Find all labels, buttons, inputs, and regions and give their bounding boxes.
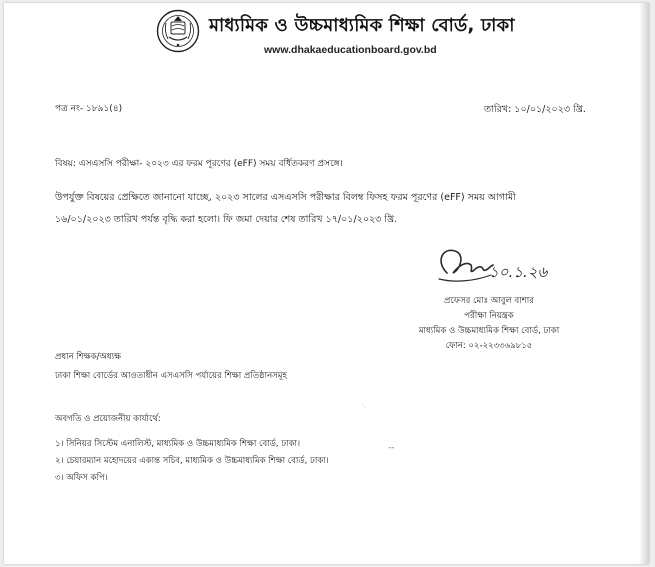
copy-to-heading: অবগতি ও প্রয়োজনীয় কার্যার্থে:: [55, 414, 161, 424]
subject-line: বিষয়: এসএসসি পরীক্ষা- ২০২৩ এর ফরম পূরণের (eFF) সময় বর্ধিতকরণ প্রসঙ্গে।: [55, 159, 343, 169]
page-edge-shadow: [639, 3, 649, 564]
signatory-designation: পরীক্ষা নিয়ন্ত্রক: [464, 311, 514, 321]
addressee-institutions: ঢাকা শিক্ষা বোর্ডের আওতাধীন এসএসসি পর্যায়ের শিক্ষা প্রতিষ্ঠানসমূহ: [55, 371, 287, 381]
notice-body: [55, 187, 595, 231]
signatory-name: প্রফেসর মোঃ আবুল বাশার: [444, 296, 534, 306]
signatory-block: [354, 294, 624, 354]
signature-date: ১০.১.২৬: [489, 263, 548, 281]
copy-to-item: ১। সিনিয়র সিস্টেম এনালিস্ট, মাধ্যমিক ও উচ্চমাধ্যমিক শিক্ষা বোর্ড, ঢাকা।: [55, 439, 301, 449]
addressee-title: প্রধান শিক্ষক/অধ্যক্ষ: [55, 352, 121, 362]
handwritten-signature: [425, 243, 575, 288]
copy-to-list: [55, 436, 329, 487]
board-name-heading: মাধ্যমিক ও উচ্চমাধ্যমিক শিক্ষা বোর্ড, ঢাকা: [209, 15, 515, 36]
copy-to-item: ৩। অফিস কপি।: [55, 473, 108, 483]
signatory-organization: মাধ্যমিক ও উচ্চমাধ্যমিক শিক্ষা বোর্ড, ঢাকা: [418, 326, 560, 336]
stray-mark: '.: [362, 403, 366, 410]
copy-to-item: ২। চেয়ারম্যান মহোদয়ের একান্ত সচিব, মাধ্যমিক ও উচ্চমাধ্যমিক শিক্ষা বোর্ড, ঢাকা।: [55, 456, 329, 466]
board-seal-icon: [156, 9, 200, 53]
memo-number: পত্র নং- ১৮৯১(৪): [55, 104, 123, 114]
notice-body-line-1: উপর্যুক্ত বিষয়ের প্রেক্ষিতে জানানো যাচ্ছে, ২০২৩ সালের এসএসসি পরীক্ষার বিলম্ব ফিসহ ফরম পূরণের (eFF) সময় আগামী: [55, 192, 516, 203]
memo-date: তারিখ: ১০/০১/২০২৩ খ্রি.: [484, 104, 586, 115]
handwritten-dash: --: [388, 443, 395, 453]
notice-body-line-2: ১৬/০১/২০২৩ তারিখ পর্যন্ত বৃদ্ধি করা হলো। ফি জমা দেয়ার শেষ তারিখ ১৭/০১/২০২৩ খ্রি.: [55, 214, 398, 225]
signatory-phone: ফোন: ০২-২২৩৩৬৯৮১৫: [445, 341, 533, 351]
board-website-link[interactable]: www.dhakaeducationboard.gov.bd: [264, 44, 437, 56]
document-page: [4, 3, 649, 564]
